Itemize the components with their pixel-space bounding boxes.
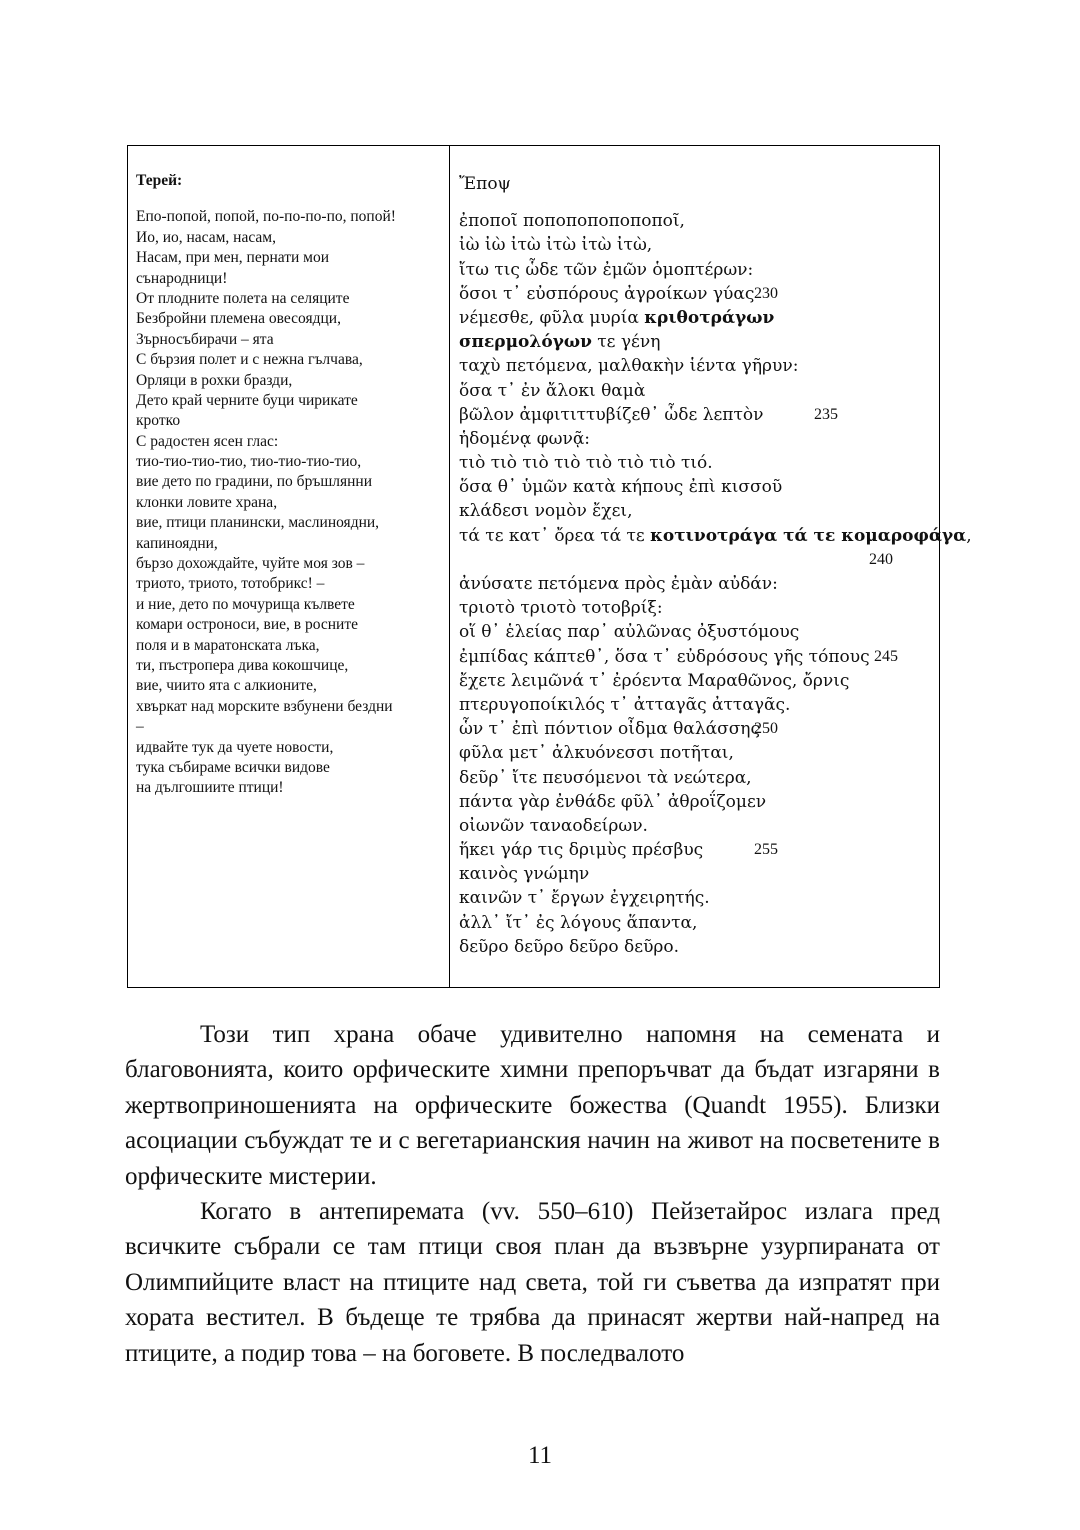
greek-original-column xyxy=(459,172,972,959)
greek-speaker-heading: Ἔποψ xyxy=(459,174,511,194)
greek-line xyxy=(459,572,929,596)
verse-line-number: 255 xyxy=(754,841,778,859)
greek-text: ἐποποῖ ποποποποποποποῖ, xyxy=(459,211,685,232)
greek-line xyxy=(459,669,929,693)
bulgarian-line: Зърносъбирачи – ята xyxy=(136,330,274,348)
greek-text: τά τε κατ᾽ ὄρεα τά τε xyxy=(459,525,651,546)
verse-line-number: 235 xyxy=(814,405,838,423)
greek-line xyxy=(459,548,929,572)
greek-line xyxy=(459,717,929,741)
bulgarian-line: бързо дохождайте, чуйте моя зов – xyxy=(136,555,365,573)
verse-line-number: 240 xyxy=(869,550,893,568)
greek-line xyxy=(459,741,929,765)
greek-line xyxy=(459,524,972,548)
bulgarian-line: капиноядни, xyxy=(136,534,218,552)
greek-text: ἰὼ ἰὼ ἰτὼ ἰτὼ ἰτὼ ἰτὼ, xyxy=(459,235,653,256)
bulgarian-line: идвайте тук да чуете новости, xyxy=(136,738,334,756)
greek-text: δεῦρ᾽ ἴτε πευσόμενοι τὰ νεώτερα, xyxy=(459,767,752,788)
bulgarian-speaker-heading: Терей: xyxy=(136,172,183,189)
bulgarian-line: триото, триото, тотобрикс! – xyxy=(136,575,325,593)
greek-text: καινῶν τ᾽ ἔργων ἐγχειρητής. xyxy=(459,888,710,909)
greek-text: βῶλον ἀμφιτιττυβίζεθ᾽ ὧδε λεπτὸν xyxy=(459,404,764,425)
greek-line xyxy=(459,475,929,499)
greek-text: ἀνύσατε πετόμενα πρὸς ἐμὰν αὐδάν: xyxy=(459,574,778,595)
greek-text: ὅσα θ᾽ ὑμῶν κατὰ κήπους ἐπὶ κισσοῦ xyxy=(459,477,783,498)
bulgarian-line: хвъркат над морските взбунени бездни xyxy=(136,697,393,715)
greek-text: ἴτω τις ὧδε τῶν ἐμῶν ὁμοπτέρων: xyxy=(459,259,754,280)
greek-line xyxy=(459,306,929,330)
greek-line xyxy=(459,862,929,886)
greek-line xyxy=(459,451,929,475)
greek-line xyxy=(459,693,929,717)
greek-text: τε γένη xyxy=(591,332,661,353)
bulgarian-line: на дългошиите птици! xyxy=(136,779,284,797)
greek-text: ὧν τ᾽ ἐπὶ πόντιον οἶδμα θαλάσσης xyxy=(459,719,761,740)
bulgarian-line: Орляци в рохки бразди, xyxy=(136,371,293,389)
greek-text: ἐμπίδας κάπτεθ᾽, ὅσα τ᾽ εὐδρόσους γῆς τόπους xyxy=(459,646,870,667)
greek-text: ἀλλ᾽ ἴτ᾽ ἐς λόγους ἅπαντα, xyxy=(459,912,698,933)
greek-text: ἔχετε λειμῶνά τ᾽ ἐρόεντα Μαραθῶνος, ὄρνις xyxy=(459,670,850,691)
greek-line xyxy=(459,403,929,427)
verse-line-number: 245 xyxy=(874,647,898,665)
bulgarian-line: Безбройни племена овесоядци, xyxy=(136,310,341,328)
greek-text: ὅσα τ᾽ ἐν ἄλοκι θαμὰ xyxy=(459,380,646,401)
greek-line xyxy=(459,814,929,838)
greek-text: ἡδομένᾳ φωνᾷ: xyxy=(459,428,591,449)
greek-text: κλάδεσι νομὸν ἔχει, xyxy=(459,501,633,522)
bulgarian-line: вие, птици планински, маслиноядни, xyxy=(136,514,380,532)
bulgarian-line: тио-тио-тио-тио, тио-тио-тио-тио, xyxy=(136,453,362,471)
greek-line xyxy=(459,282,929,306)
greek-line xyxy=(459,766,929,790)
greek-line xyxy=(459,209,929,233)
bulgarian-line: Епо-попой, попой, по-по-по-по, попой! xyxy=(136,208,396,226)
verse-line-number: 250 xyxy=(754,720,778,738)
greek-text: οἰωνῶν ταναοδείρων. xyxy=(459,815,648,836)
greek-text: τριοτὸ τριοτὸ τοτοβρίξ: xyxy=(459,598,663,619)
greek-line xyxy=(459,620,929,644)
bulgarian-line: и ние, дето по мочурища кълвете xyxy=(136,595,355,613)
greek-line xyxy=(459,790,929,814)
greek-line xyxy=(459,330,929,354)
paragraph: Този тип храна обаче удивително напомня на семената и благовонията, които орфическите химни препоръчват да бъдат изгаряни в жертвоприношенията на орфическите божества (Quandt 1955). Близки асоциации събуждат те и с вегетарианския начин на живот на посветените в орфическите мистерии. xyxy=(125,1021,940,1190)
bulgarian-line: поля и в маратонската лъка, xyxy=(136,636,320,654)
greek-line xyxy=(459,427,929,451)
greek-text: ὅσοι τ᾽ εὐσπόρους ἀγροίκων γύας xyxy=(459,283,755,304)
bulgarian-line: вие, чиито ята с алкионите, xyxy=(136,677,317,695)
greek-text: φῦλα μετ᾽ ἀλκυόνεσσι ποτῆται, xyxy=(459,743,734,764)
bulgarian-translation-column xyxy=(136,171,441,799)
bulgarian-line: кротко xyxy=(136,412,181,430)
bulgarian-line: С радостен ясен глас: xyxy=(136,432,279,450)
verse-line-number: 230 xyxy=(754,284,778,302)
bulgarian-line: вие дето по градини, по бръшлянни xyxy=(136,473,373,491)
greek-text: πτερυγοποίκιλός τ᾽ ἀτταγᾶς ἀτταγᾶς. xyxy=(459,694,791,715)
greek-text: πάντα γὰρ ἐνθάδε φῦλ᾽ ἀθροΐζομεν xyxy=(459,791,767,812)
bulgarian-line: сънародници! xyxy=(136,269,228,287)
greek-bold-word: κριθοτράγων xyxy=(644,307,775,328)
greek-bold-word: σπερμολόγων xyxy=(459,332,592,353)
greek-text: τιὸ τιὸ τιὸ τιὸ τιὸ τιὸ τιὸ τιό. xyxy=(459,453,713,474)
greek-text: δεῦρο δεῦρο δεῦρο δεῦρο. xyxy=(459,936,680,957)
bulgarian-line: Насам, при мен, пернати мои xyxy=(136,249,330,267)
greek-line xyxy=(459,596,929,620)
bulgarian-line: тука събираме всички видове xyxy=(136,758,330,776)
greek-text: καινὸς γνώμην xyxy=(459,864,590,885)
greek-text: ταχὺ πετόμενα, μαλθακὴν ἱέντα γῆρυν: xyxy=(459,356,799,377)
greek-line xyxy=(459,935,929,959)
bulgarian-line: Дето край черните буци чирикате xyxy=(136,391,358,409)
greek-line xyxy=(459,911,929,935)
parallel-text-table xyxy=(127,145,972,988)
greek-line xyxy=(459,886,929,910)
greek-lines xyxy=(459,209,972,959)
greek-text: οἵ θ᾽ ἑλείας παρ᾽ αὐλῶνας ὀξυστόμους xyxy=(459,622,800,643)
bulgarian-line: комари остроноси, вие, в росните xyxy=(136,616,358,634)
bulgarian-line: – xyxy=(136,718,144,736)
page-number: 11 xyxy=(527,1442,553,1469)
bulgarian-lines xyxy=(136,207,441,798)
greek-text: ἥκει γάρ τις δριμὺς πρέσβυς xyxy=(459,840,704,861)
column-divider xyxy=(449,146,450,987)
bulgarian-line: клонки ловите храна, xyxy=(136,493,278,511)
bulgarian-line: Ио, ио, насам, насам, xyxy=(136,228,276,246)
greek-line xyxy=(459,354,929,378)
greek-bold-word: κοτινοτράγα τά τε κομαροφάγα xyxy=(650,525,967,546)
bulgarian-line: От плодните полета на селяците xyxy=(136,289,350,307)
greek-line xyxy=(459,499,929,523)
bulgarian-line: ти, пъстропера дива кокошчице, xyxy=(136,657,349,674)
body-text xyxy=(125,1017,940,1371)
greek-line xyxy=(459,838,929,862)
greek-line xyxy=(459,379,929,403)
paragraph: Когато в антепиремата (vv. 550–610) Пейзетайрос излага пред всичките събрали се там птици своя план да възвърне узурпираната от Олимпийците власт на птиците над света, той ги съветва да изпратят при хората вестител. В бъдеще те трябва да принасят жертви най-напред на птиците, а подир това – на боговете. В последвалото xyxy=(125,1198,940,1367)
greek-line xyxy=(459,258,929,282)
greek-text: , xyxy=(966,525,972,546)
greek-text: νέμεσθε, φῦλα μυρία xyxy=(459,307,645,328)
greek-line xyxy=(459,233,929,257)
greek-line xyxy=(459,645,929,669)
bulgarian-line: С бързия полет и с нежна гълчава, xyxy=(136,351,363,369)
